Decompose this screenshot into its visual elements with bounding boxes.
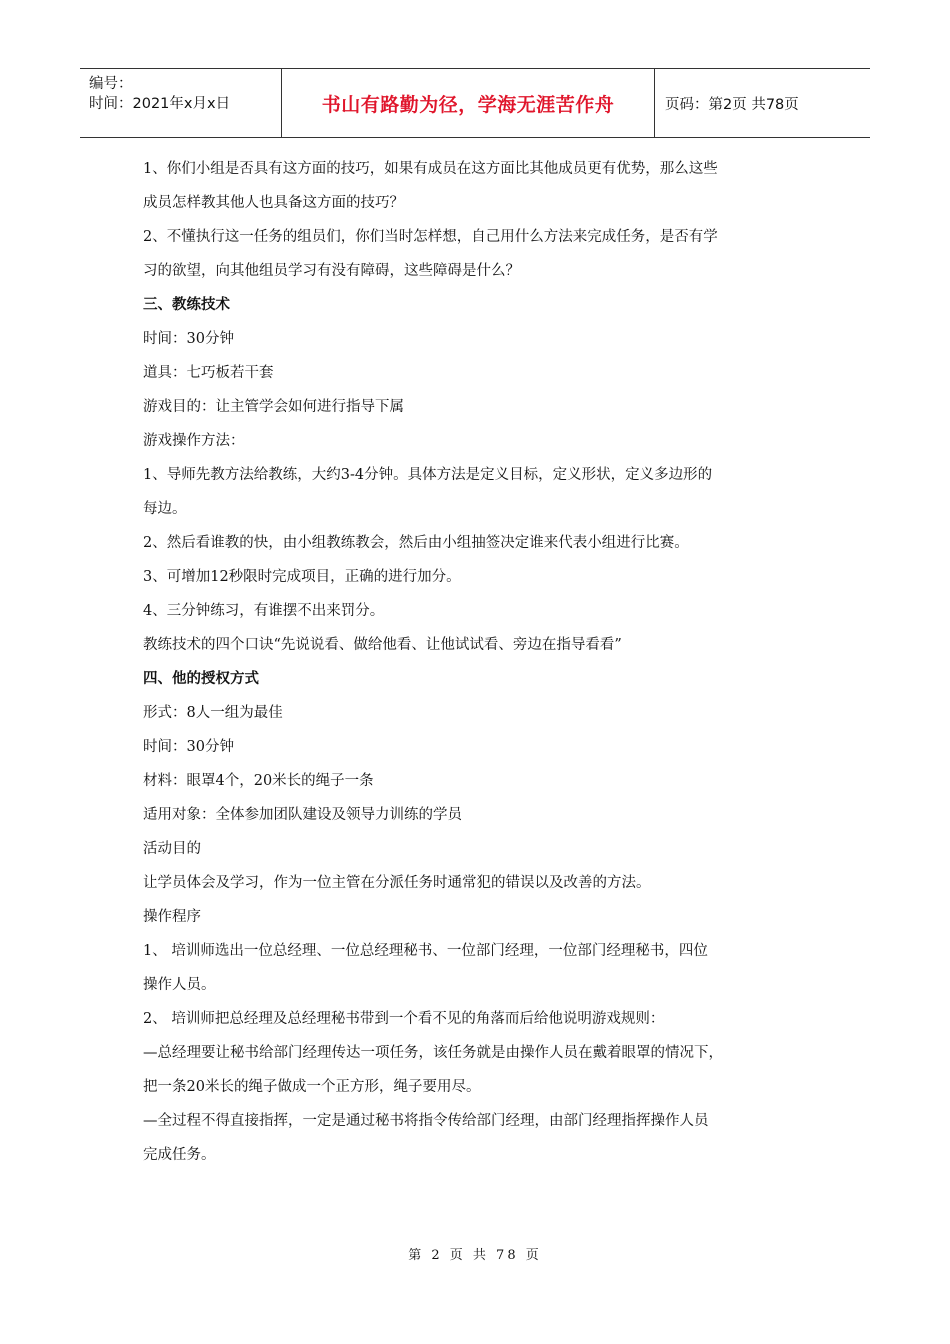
paragraph-line: 形式：8人一组为最佳: [143, 705, 283, 721]
paragraph-line: 1、你们小组是否具有这方面的技巧，如果有成员在这方面比其他成员更有优势，那么这些: [143, 161, 718, 177]
header-page-info: 页码：第2页 共78页: [665, 96, 799, 113]
paragraph-line: 完成任务。: [143, 1147, 216, 1163]
paragraph-line: —总经理要让秘书给部门经理传达一项任务，该任务就是由操作人员在戴着眼罩的情况下，: [143, 1045, 723, 1061]
document-body: [143, 152, 823, 1172]
paragraph-line: 习的欲望，向其他组员学习有没有障碍，这些障碍是什么？: [143, 263, 520, 279]
paragraph-line: 3、可增加12秒限时完成项目，正确的进行加分。: [143, 569, 461, 585]
paragraph-line: 4、三分钟练习，有谁摆不出来罚分。: [143, 603, 385, 619]
paragraph-line: 操作人员。: [143, 977, 216, 993]
paragraph-line: 教练技术的四个口诀“先说说看、做给他看、让他试试看、旁边在指导看看”: [143, 637, 622, 653]
paragraph-line: 成员怎样教其他人也具备这方面的技巧？: [143, 195, 404, 211]
paragraph-line: 道具：七巧板若干套: [143, 365, 274, 381]
paragraph-line: 时间：30分钟: [143, 331, 234, 347]
paragraph-line: 2、不懂执行这一任务的组员们，你们当时怎样想，自己用什么方法来完成任务，是否有学: [143, 229, 718, 245]
header-meta: [80, 69, 282, 137]
paragraph-line: 操作程序: [143, 909, 201, 925]
code-label: 编号：: [89, 76, 133, 92]
paragraph-line: 让学员体会及学习，作为一位主管在分派任务时通常犯的错误以及改善的方法。: [143, 875, 651, 891]
time-label: 时间：2021年x月x日: [89, 96, 231, 112]
paragraph-line: 2、然后看谁教的快，由小组教练教会，然后由小组抽签决定谁来代表小组进行比赛。: [143, 535, 689, 551]
paragraph-line: 游戏操作方法：: [143, 433, 245, 449]
paragraph-line: 材料：眼罩4个，20米长的绳子一条: [143, 773, 374, 789]
page-header: [80, 68, 870, 138]
paragraph-line: 1、导师先教方法给教练，大约3-4分钟。具体方法是定义目标，定义形状，定义多边形的: [143, 467, 713, 483]
paragraph-line: 时间：30分钟: [143, 739, 234, 755]
paragraph-line: 每边。: [143, 501, 187, 517]
paragraph-line: 游戏目的：让主管学会如何进行指导下属: [143, 399, 404, 415]
paragraph-line: 1、 培训师选出一位总经理、一位总经理秘书、一位部门经理，一位部门经理秘书，四位: [143, 943, 708, 959]
section-heading: 三、教练技术: [143, 297, 230, 313]
paragraph-line: 2、 培训师把总经理及总经理秘书带到一个看不见的角落而后给他说明游戏规则：: [143, 1011, 665, 1027]
page-footer: 第 2 页 共 78 页: [408, 1248, 542, 1263]
paragraph-line: —全过程不得直接指挥，一定是通过秘书将指令传给部门经理，由部门经理指挥操作人员: [143, 1113, 709, 1129]
paragraph-line: 适用对象：全体参加团队建设及领导力训练的学员: [143, 807, 462, 823]
header-motto: 书山有路勤为径，学海无涯苦作舟: [282, 69, 655, 137]
paragraph-line: 活动目的: [143, 841, 201, 857]
paragraph-line: 把一条20米长的绳子做成一个正方形，绳子要用尽。: [143, 1079, 481, 1095]
section-heading: 四、他的授权方式: [143, 671, 259, 687]
